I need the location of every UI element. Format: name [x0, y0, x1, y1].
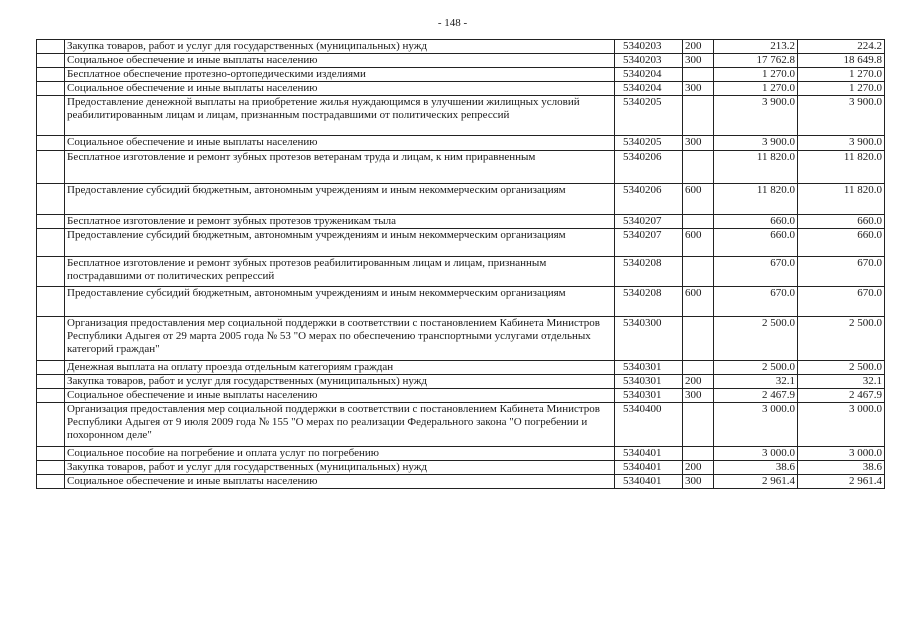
table-row: [37, 82, 885, 96]
row-vr-cell: [683, 257, 714, 287]
row-sum1-cell: 1 270.0: [714, 82, 798, 96]
row-sum1-cell: 32.1: [714, 375, 798, 389]
row-vr-cell: 200: [683, 40, 714, 54]
row-sum1-cell: 1 270.0: [714, 68, 798, 82]
row-sum2-cell: 32.1: [798, 375, 885, 389]
table-row: [37, 68, 885, 82]
row-vr-cell: [683, 317, 714, 361]
row-sum1-cell: 2 500.0: [714, 361, 798, 375]
row-vr-cell: 200: [683, 461, 714, 475]
table-row: [37, 54, 885, 68]
row-vr-cell: 300: [683, 389, 714, 403]
row-sum2-cell: 3 900.0: [798, 96, 885, 136]
row-sum1-cell: 38.6: [714, 461, 798, 475]
row-marker-cell: [37, 229, 65, 257]
row-sum2-cell: 3 000.0: [798, 403, 885, 447]
row-vr-cell: [683, 361, 714, 375]
row-sum2-cell: 1 270.0: [798, 68, 885, 82]
row-csr-cell: 5340208: [615, 287, 683, 317]
row-marker-cell: [37, 40, 65, 54]
budget-table-body: [37, 40, 885, 489]
row-csr-cell: 5340204: [615, 82, 683, 96]
row-csr-cell: 5340301: [615, 389, 683, 403]
row-marker-cell: [37, 403, 65, 447]
row-marker-cell: [37, 54, 65, 68]
row-marker-cell: [37, 475, 65, 489]
row-vr-cell: 600: [683, 229, 714, 257]
row-name-cell: Социальное обеспечение и иные выплаты населению: [65, 475, 615, 489]
row-sum1-cell: 2 961.4: [714, 475, 798, 489]
table-row: [37, 229, 885, 257]
row-name-cell: Бесплатное обеспечение протезно-ортопедическими изделиями: [65, 68, 615, 82]
row-marker-cell: [37, 287, 65, 317]
row-sum1-cell: 11 820.0: [714, 151, 798, 184]
row-sum2-cell: 3 000.0: [798, 447, 885, 461]
table-row: [37, 447, 885, 461]
row-sum1-cell: 11 820.0: [714, 184, 798, 215]
row-name-cell: Закупка товаров, работ и услуг для государственных (муниципальных) нужд: [65, 375, 615, 389]
row-marker-cell: [37, 96, 65, 136]
row-name-cell: Бесплатное изготовление и ремонт зубных протезов труженикам тыла: [65, 215, 615, 229]
row-sum1-cell: 3 000.0: [714, 403, 798, 447]
row-sum1-cell: 3 900.0: [714, 136, 798, 151]
row-sum2-cell: 38.6: [798, 461, 885, 475]
table-row: [37, 215, 885, 229]
row-csr-cell: 5340207: [615, 215, 683, 229]
table-row: [37, 96, 885, 136]
row-csr-cell: 5340203: [615, 54, 683, 68]
row-name-cell: Бесплатное изготовление и ремонт зубных протезов реабилитированным лицам и лицам, признанным пострадавшими от политических репрессий: [65, 257, 615, 287]
table-row: [37, 361, 885, 375]
row-sum2-cell: 1 270.0: [798, 82, 885, 96]
row-marker-cell: [37, 389, 65, 403]
row-marker-cell: [37, 361, 65, 375]
table-row: [37, 461, 885, 475]
row-vr-cell: 600: [683, 287, 714, 317]
row-name-cell: Организация предоставления мер социальной поддержки в соответствии с постановлением Кабинета Министров Республики Адыгея от 9 июля 2009 года № 155 "О мерах по реализации Федерального закона "О погребении и похоронном деле": [65, 403, 615, 447]
row-name-cell: Предоставление субсидий бюджетным, автономным учреждениям и иным некоммерческим организациям: [65, 287, 615, 317]
row-name-cell: Бесплатное изготовление и ремонт зубных протезов ветеранам труда и лицам, к ним приравненным: [65, 151, 615, 184]
row-sum2-cell: 670.0: [798, 287, 885, 317]
row-csr-cell: 5340401: [615, 447, 683, 461]
table-row: [37, 184, 885, 215]
row-csr-cell: 5340205: [615, 136, 683, 151]
row-sum2-cell: 670.0: [798, 257, 885, 287]
row-sum2-cell: 11 820.0: [798, 184, 885, 215]
row-vr-cell: [683, 403, 714, 447]
row-marker-cell: [37, 68, 65, 82]
row-marker-cell: [37, 184, 65, 215]
row-marker-cell: [37, 151, 65, 184]
table-row: [37, 475, 885, 489]
row-name-cell: Закупка товаров, работ и услуг для государственных (муниципальных) нужд: [65, 40, 615, 54]
row-vr-cell: [683, 447, 714, 461]
row-sum1-cell: 3 000.0: [714, 447, 798, 461]
row-name-cell: Социальное пособие на погребение и оплата услуг по погребению: [65, 447, 615, 461]
row-name-cell: Социальное обеспечение и иные выплаты населению: [65, 82, 615, 96]
table-row: [37, 287, 885, 317]
row-sum2-cell: 18 649.8: [798, 54, 885, 68]
row-sum2-cell: 660.0: [798, 215, 885, 229]
row-vr-cell: 200: [683, 375, 714, 389]
table-row: [37, 403, 885, 447]
row-csr-cell: 5340300: [615, 317, 683, 361]
row-vr-cell: 300: [683, 136, 714, 151]
row-marker-cell: [37, 215, 65, 229]
row-sum2-cell: 2 961.4: [798, 475, 885, 489]
row-name-cell: Предоставление денежной выплаты на приобретение жилья нуждающимся в улучшении жилищных условий реабилитированным лицам и лицам, признанным пострадавшими от политических репрессий: [65, 96, 615, 136]
row-csr-cell: 5340400: [615, 403, 683, 447]
row-sum2-cell: 224.2: [798, 40, 885, 54]
row-sum1-cell: 670.0: [714, 257, 798, 287]
row-csr-cell: 5340204: [615, 68, 683, 82]
row-sum1-cell: 2 500.0: [714, 317, 798, 361]
row-csr-cell: 5340401: [615, 461, 683, 475]
row-marker-cell: [37, 257, 65, 287]
row-csr-cell: 5340206: [615, 151, 683, 184]
row-vr-cell: 600: [683, 184, 714, 215]
row-sum2-cell: 11 820.0: [798, 151, 885, 184]
row-vr-cell: [683, 215, 714, 229]
row-sum1-cell: 3 900.0: [714, 96, 798, 136]
row-sum2-cell: 2 467.9: [798, 389, 885, 403]
row-marker-cell: [37, 136, 65, 151]
row-sum2-cell: 660.0: [798, 229, 885, 257]
row-marker-cell: [37, 447, 65, 461]
row-name-cell: Предоставление субсидий бюджетным, автономным учреждениям и иным некоммерческим организациям: [65, 184, 615, 215]
row-marker-cell: [37, 375, 65, 389]
row-sum1-cell: 17 762.8: [714, 54, 798, 68]
row-vr-cell: 300: [683, 475, 714, 489]
table-row: [37, 389, 885, 403]
row-csr-cell: 5340203: [615, 40, 683, 54]
budget-table: [36, 39, 885, 489]
row-sum1-cell: 660.0: [714, 229, 798, 257]
table-row: [37, 136, 885, 151]
row-csr-cell: 5340205: [615, 96, 683, 136]
row-sum2-cell: 3 900.0: [798, 136, 885, 151]
row-sum1-cell: 2 467.9: [714, 389, 798, 403]
row-vr-cell: [683, 96, 714, 136]
row-sum1-cell: 660.0: [714, 215, 798, 229]
row-sum2-cell: 2 500.0: [798, 317, 885, 361]
row-vr-cell: [683, 68, 714, 82]
row-name-cell: Социальное обеспечение и иные выплаты населению: [65, 389, 615, 403]
row-csr-cell: 5340401: [615, 475, 683, 489]
table-row: [37, 317, 885, 361]
row-name-cell: Организация предоставления мер социальной поддержки в соответствии с постановлением Кабинета Министров Республики Адыгея от 29 марта 2005 года № 53 "О мерах по обеспечению транспортными услугами отдельных категорий граждан": [65, 317, 615, 361]
row-name-cell: Денежная выплата на оплату проезда отдельным категориям граждан: [65, 361, 615, 375]
table-row: [37, 375, 885, 389]
row-vr-cell: 300: [683, 54, 714, 68]
row-name-cell: Предоставление субсидий бюджетным, автономным учреждениям и иным некоммерческим организациям: [65, 229, 615, 257]
row-vr-cell: 300: [683, 82, 714, 96]
row-csr-cell: 5340208: [615, 257, 683, 287]
row-marker-cell: [37, 82, 65, 96]
row-name-cell: Закупка товаров, работ и услуг для государственных (муниципальных) нужд: [65, 461, 615, 475]
row-name-cell: Социальное обеспечение и иные выплаты населению: [65, 54, 615, 68]
table-row: [37, 257, 885, 287]
row-marker-cell: [37, 461, 65, 475]
row-csr-cell: 5340206: [615, 184, 683, 215]
row-vr-cell: [683, 151, 714, 184]
row-sum1-cell: 213.2: [714, 40, 798, 54]
row-marker-cell: [37, 317, 65, 361]
table-row: [37, 40, 885, 54]
row-csr-cell: 5340301: [615, 375, 683, 389]
row-csr-cell: 5340301: [615, 361, 683, 375]
row-csr-cell: 5340207: [615, 229, 683, 257]
row-sum1-cell: 670.0: [714, 287, 798, 317]
table-row: [37, 151, 885, 184]
row-sum2-cell: 2 500.0: [798, 361, 885, 375]
row-name-cell: Социальное обеспечение и иные выплаты населению: [65, 136, 615, 151]
page-number: - 148 -: [437, 17, 468, 29]
